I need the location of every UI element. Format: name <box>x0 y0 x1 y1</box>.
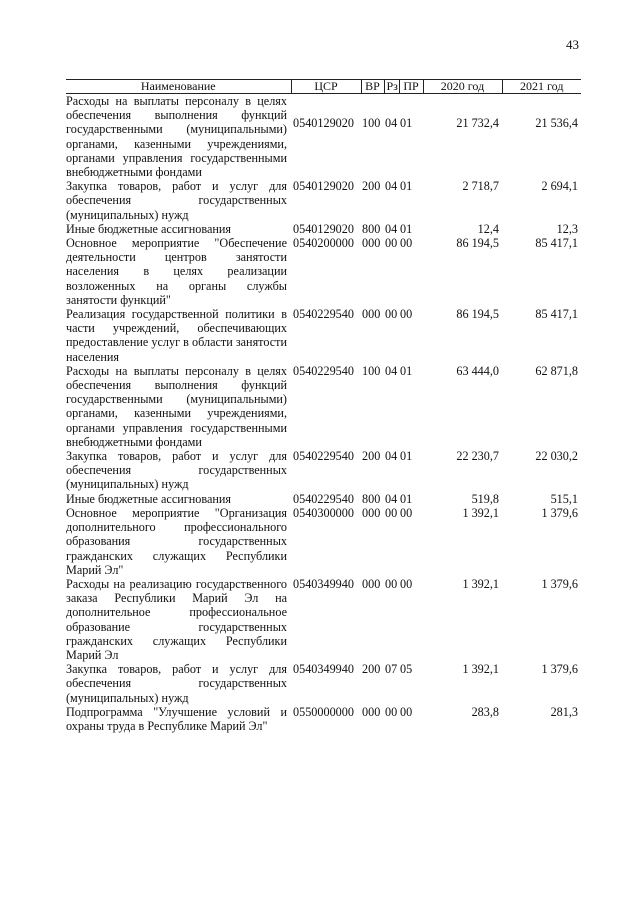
row-vr: 000 <box>362 505 381 520</box>
table-body <box>66 94 581 734</box>
table-row <box>66 364 581 449</box>
row-name: Расходы на выплаты персоналу в целях обеспечения выполнения функций государственными (муниципальными) органами, казенными учреждениями, органами управления государственными внебюджетными фондами <box>66 94 287 180</box>
row-csr: 0540129020 <box>293 116 354 130</box>
table-row <box>66 179 581 222</box>
row-rz: 00 <box>385 236 398 251</box>
header-2021: 2021 год <box>502 80 581 94</box>
row-name: Закупка товаров, работ и услуг для обеспечения государственных (муниципальных) нужд <box>66 662 287 705</box>
row-amount-2020: 519,8 <box>471 491 499 506</box>
row-amount-2021: 12,3 <box>556 221 578 236</box>
row-amount-2021: 515,1 <box>550 491 578 506</box>
row-pr: 01 <box>400 221 413 236</box>
table-row <box>66 492 581 506</box>
row-amount-2021: 281,3 <box>550 704 578 719</box>
row-name: Расходы на выплаты персоналу в целях обеспечения выполнения функций государственными (муниципальными) органами, казенными учреждениями, органами управления государственными внебюджетными фондами <box>66 363 287 449</box>
row-amount-2021: 22 030,2 <box>535 449 578 464</box>
row-csr: 0540229540 <box>293 491 354 506</box>
table-row <box>66 307 581 364</box>
row-amount-2020: 21 732,4 <box>456 116 499 130</box>
row-amount-2020: 1 392,1 <box>462 505 499 520</box>
row-rz: 04 <box>385 221 398 236</box>
row-amount-2021: 85 417,1 <box>535 307 578 322</box>
row-pr: 00 <box>400 704 413 719</box>
header-name: Наименование <box>66 80 291 94</box>
row-amount-2020: 86 194,5 <box>456 307 499 322</box>
row-rz: 00 <box>385 576 398 591</box>
row-amount-2020: 1 392,1 <box>462 662 499 677</box>
row-pr: 00 <box>400 576 413 591</box>
row-csr: 0540229540 <box>293 307 354 322</box>
row-name: Закупка товаров, работ и услуг для обеспечения государственных (муниципальных) нужд <box>66 179 287 222</box>
row-csr: 0540349940 <box>293 576 354 591</box>
row-amount-2020: 86 194,5 <box>456 236 499 251</box>
row-rz: 07 <box>385 662 398 677</box>
page-number: 43 <box>566 37 579 52</box>
row-name: Основное мероприятие "Обеспечение деятельности центров занятости населения в целях реализации возложенных на органы службы занятости функций" <box>66 236 287 307</box>
row-pr: 01 <box>400 449 413 464</box>
row-name: Подпрограмма "Улучшение условий и охраны труда в Республике Марий Эл" <box>66 704 287 733</box>
row-name: Реализация государственной политики в части учреждений, обеспечивающих предоставление услуг в области занятости населения <box>66 307 287 364</box>
row-rz: 04 <box>385 179 398 194</box>
row-rz: 00 <box>385 505 398 520</box>
row-amount-2021: 2 694,1 <box>541 179 578 194</box>
row-vr: 200 <box>362 179 381 194</box>
row-amount-2021: 1 379,6 <box>541 576 578 591</box>
row-amount-2020: 1 392,1 <box>462 576 499 591</box>
row-csr: 0540200000 <box>293 236 354 251</box>
row-vr: 200 <box>362 662 381 677</box>
table-row <box>66 577 581 662</box>
header-vr: ВР <box>361 80 384 94</box>
row-amount-2021: 1 379,6 <box>541 505 578 520</box>
table-row <box>66 705 581 733</box>
row-rz: 00 <box>385 704 398 719</box>
row-vr: 800 <box>362 491 381 506</box>
row-amount-2020: 63 444,0 <box>456 363 499 378</box>
row-vr: 000 <box>362 704 381 719</box>
row-name: Закупка товаров, работ и услуг для обеспечения государственных (муниципальных) нужд <box>66 449 287 492</box>
header-rz: Рз <box>384 80 399 94</box>
row-amount-2021: 21 536,4 <box>535 116 578 130</box>
row-rz: 04 <box>385 116 398 130</box>
row-amount-2021: 1 379,6 <box>541 662 578 677</box>
row-vr: 000 <box>362 576 381 591</box>
row-rz: 04 <box>385 449 398 464</box>
row-rz: 04 <box>385 491 398 506</box>
table-row <box>66 506 581 577</box>
row-rz: 04 <box>385 363 398 378</box>
row-rz: 00 <box>385 307 398 322</box>
row-pr: 01 <box>400 491 413 506</box>
header-2020: 2020 год <box>423 80 502 94</box>
row-vr: 000 <box>362 236 381 251</box>
table-row <box>66 94 581 180</box>
row-name: Расходы на реализацию государственного заказа Республики Марий Эл на дополнительное профессиональное образование государственных гражданских служащих Республики Марий Эл <box>66 576 287 662</box>
row-pr: 05 <box>400 662 413 677</box>
row-name: Основное мероприятие "Организация дополнительного профессионального образования государственных гражданских служащих Республики Марий Эл" <box>66 505 287 577</box>
row-csr: 0550000000 <box>293 704 354 719</box>
row-amount-2020: 2 718,7 <box>462 179 499 194</box>
header-csr: ЦСР <box>291 80 361 94</box>
row-csr: 0540349940 <box>293 662 354 677</box>
row-pr: 01 <box>400 179 413 194</box>
row-vr: 800 <box>362 221 381 236</box>
row-vr: 200 <box>362 449 381 464</box>
row-pr: 01 <box>400 116 413 130</box>
row-csr: 0540229540 <box>293 363 354 378</box>
row-amount-2021: 62 871,8 <box>535 363 578 378</box>
row-pr: 00 <box>400 307 413 322</box>
row-amount-2020: 12,4 <box>477 221 499 236</box>
budget-table <box>66 79 581 733</box>
row-csr: 0540229540 <box>293 449 354 464</box>
row-amount-2020: 283,8 <box>471 704 499 719</box>
table-row <box>66 662 581 705</box>
table-row <box>66 449 581 492</box>
row-name: Иные бюджетные ассигнования <box>66 221 232 236</box>
row-vr: 000 <box>362 307 381 322</box>
row-amount-2021: 85 417,1 <box>535 236 578 251</box>
row-vr: 100 <box>362 363 381 378</box>
row-csr: 0540129020 <box>293 221 354 236</box>
row-pr: 00 <box>400 505 413 520</box>
table-row <box>66 222 581 236</box>
row-csr: 0540300000 <box>293 505 354 520</box>
row-amount-2020: 22 230,7 <box>456 449 499 464</box>
header-pr: ПР <box>399 80 423 94</box>
row-csr: 0540129020 <box>293 179 354 194</box>
row-pr: 00 <box>400 236 413 251</box>
row-name: Иные бюджетные ассигнования <box>66 491 232 506</box>
table-header <box>66 80 581 94</box>
row-pr: 01 <box>400 363 413 378</box>
table-row <box>66 236 581 307</box>
row-vr: 100 <box>362 116 381 130</box>
